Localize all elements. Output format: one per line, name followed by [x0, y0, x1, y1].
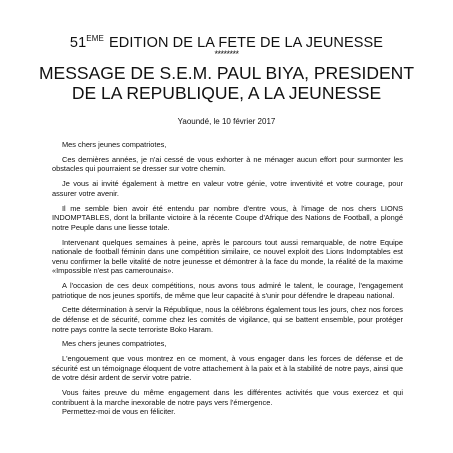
edition-text: EDITION DE LA FETE DE LA JEUNESSE [104, 35, 384, 51]
paragraph: Vous faites preuve du même engagement dans les différentes activités que vous exercez et qui contribuent à la marche inexorable de notre pays vers l'émergence. [52, 388, 403, 407]
message-body [52, 140, 403, 422]
edition-number: 51 [69, 35, 87, 51]
paragraph: L'engouement que vous montrez en ce moment, à vous engager dans les forces de défense et de sécurité est un témoignage éloquent de votre attachement à la paix et à la stabilité de notre pays, ainsi que de votre désir ardent de servir votre patrie. [52, 354, 403, 383]
paragraph: Permettez-moi de vous en féliciter. [62, 407, 176, 417]
title-line-2: DE LA REPUBLIQUE, A LA JEUNESSE [71, 83, 382, 103]
paragraph: Il me semble bien avoir été entendu par nombre d'entre vous, à l'image de nos chers LIONS INDOMPTABLES, dont la brillante victoire à la récente Coupe d'Afrique des Nations de Football, a plongé notre Peuple dans une liesse totale. [52, 203, 403, 232]
paragraph-greeting: Mes chers jeunes compatriotes, [62, 140, 167, 149]
separator: ******** [214, 49, 239, 59]
paragraph: A l'occasion de ces deux compétitions, nous avons tous admiré le talent, le courage, l'engagement patriotique de nos jeunes sportifs, de même que leur capacité à s'unir pour défendre le drapeau national. [52, 281, 403, 300]
paragraph: Intervenant quelques semaines à peine, après le parcours tout aussi remarquable, de notre Equipe nationale de football féminin dans une compétition similaire, ce nouvel exploit des Lions Indomptables est venu confirmer la belle vitalité de notre jeunesse et démontrer à la face du monde, la réalité de la maxime «Impossible n'est pas camerounais». [52, 237, 403, 276]
paragraph: Ces dernières années, je n'ai cessé de vous exhorter à ne ménager aucun effort pour surmonter les obstacles qui pourraient se dresser sur votre chemin. [52, 154, 403, 174]
paragraph: Je vous ai invité également à mettre en valeur votre génie, votre inventivité et votre courage, pour assurer votre avenir. [52, 179, 403, 198]
message-title [0, 63, 453, 103]
date-line: Yaoundé, le 10 février 2017 [177, 117, 276, 126]
edition-suffix: EME [86, 34, 104, 43]
title-line-1: MESSAGE DE S.E.M. PAUL BIYA, PRESIDENT [38, 63, 415, 83]
paragraph: Cette détermination à servir la République, nous la célébrons également tous les jours, chez nos forces de défense et de sécurité, comme chez les comités de vigilance, qui se battent ensemble, pour protéger notre pays contre la secte terroriste Boko Haram. [52, 305, 403, 334]
paragraph-greeting: Mes chers jeunes compatriotes, [62, 339, 167, 349]
